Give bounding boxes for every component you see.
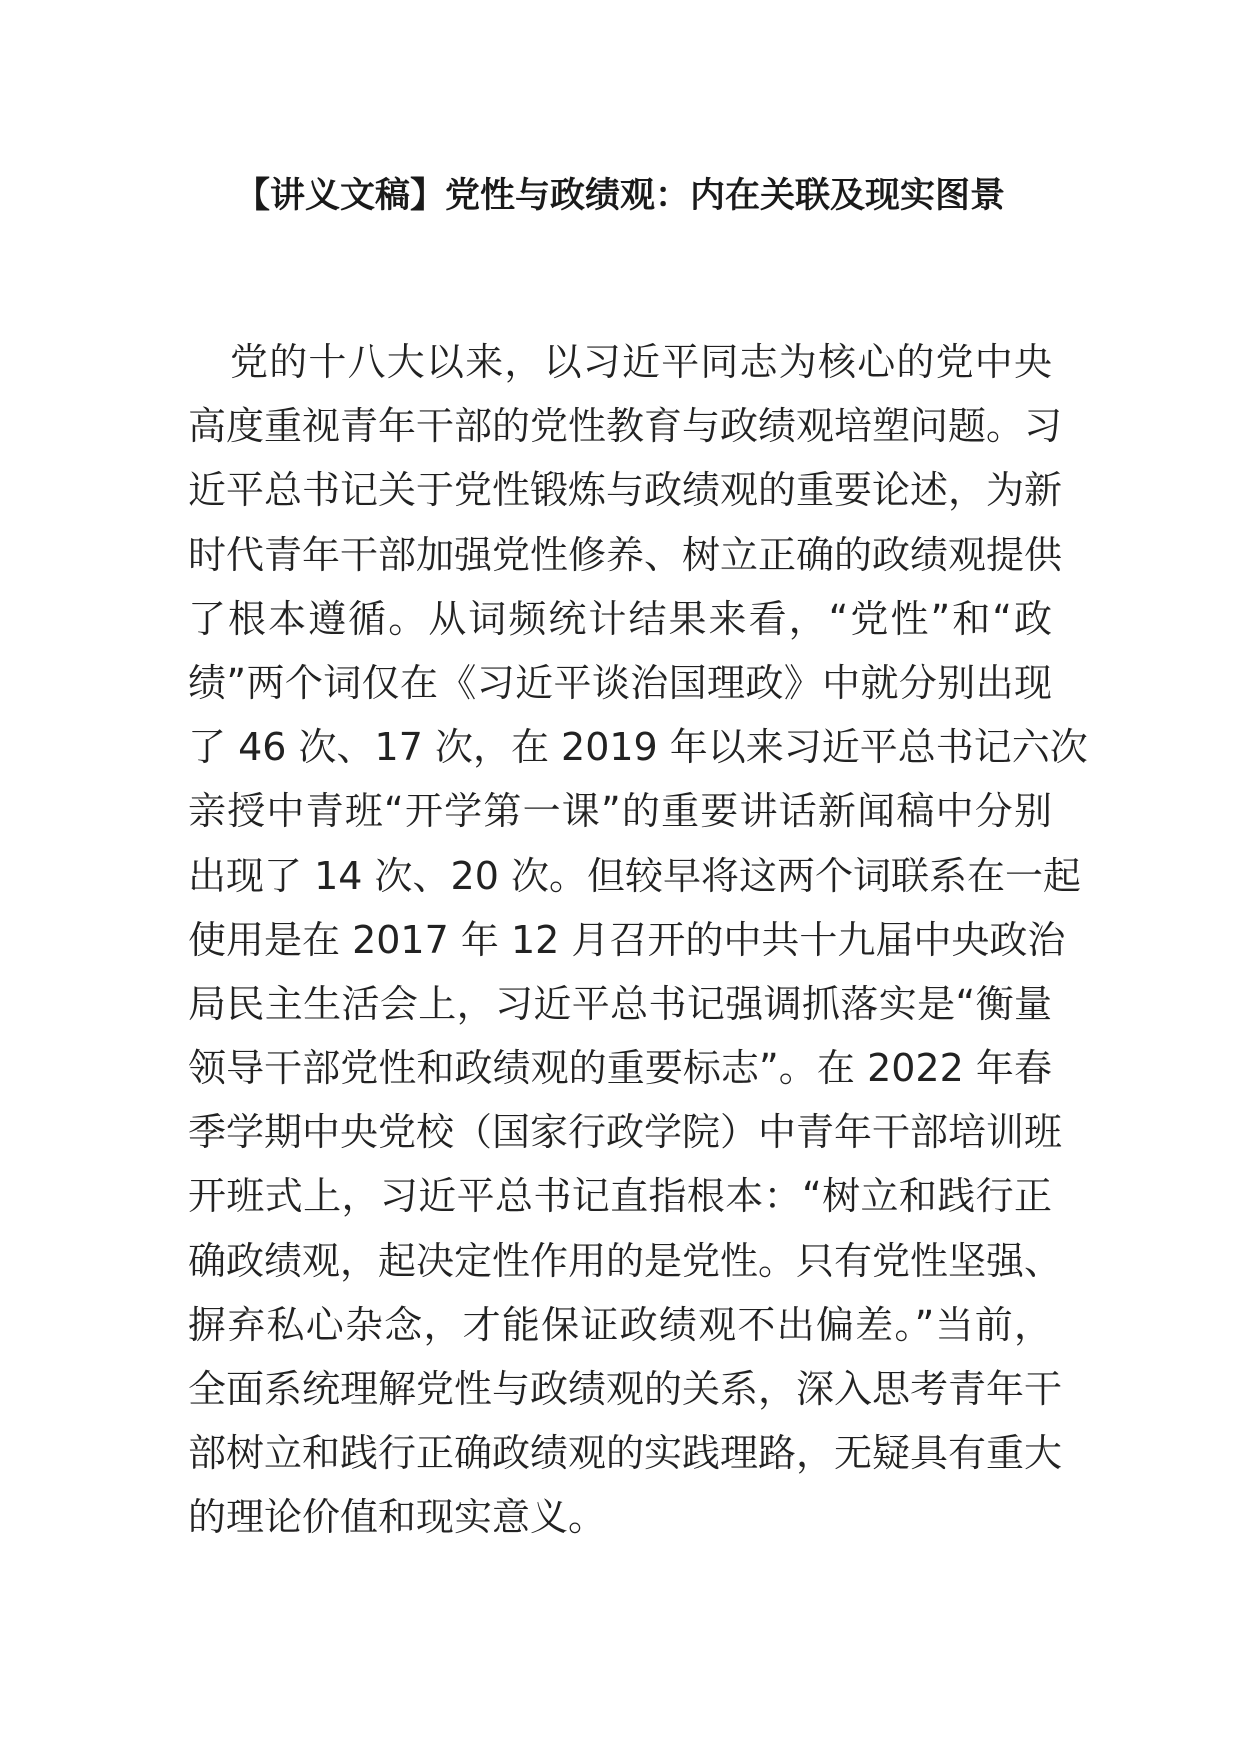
paragraph-line: 高度重视青年干部的党性教育与政绩观培塑问题。习: [188, 404, 1063, 449]
paragraph-line: 开班式上，习近平总书记直指根本：“树立和践行正: [188, 1174, 1052, 1219]
paragraph-line: 党的十八大以来，以习近平同志为核心的党中央: [230, 340, 1052, 384]
document-title: 【讲义文稿】党性与政绩观：内在关联及现实图景: [234, 176, 1005, 216]
paragraph-line: 领导干部党性和政绩观的重要标志”。在 2022 年春: [188, 1046, 1052, 1091]
paragraph-line: 确政绩观，起决定性作用的是党性。只有党性坚强、: [188, 1238, 1063, 1283]
paragraph-line: 绩”两个词仅在《习近平谈治国理政》中就分别出现: [188, 660, 1052, 705]
paragraph-line: 全面系统理解党性与政绩观的关系，深入思考青年干: [188, 1367, 1063, 1411]
paragraph-line: 近平总书记关于党性锻炼与政绩观的重要论述，为新: [188, 468, 1063, 513]
paragraph-line: 摒弃私心杂念，才能保证政绩观不出偏差。”当前，: [188, 1302, 1052, 1347]
paragraph-line: 亲授中青班“开学第一课”的重要讲话新闻稿中分别: [188, 789, 1052, 834]
paragraph-line: 局民主生活会上，习近平总书记强调抓落实是“衡量: [188, 981, 1052, 1026]
paragraph-line: 的理论价值和现实意义。: [188, 1495, 607, 1540]
paragraph-line: 出现了 14 次、20 次。但较早将这两个词联系在一起: [188, 853, 1081, 898]
document-paragraph: [188, 330, 1088, 1550]
paragraph-line: 部树立和践行正确政绩观的实践理路，无疑具有重大: [188, 1431, 1063, 1476]
paragraph-line: 了 46 次、17 次，在 2019 年以来习近平总书记六次: [188, 725, 1088, 770]
paragraph-line: 使用是在 2017 年 12 月召开的中共十九届中央政治: [188, 917, 1066, 962]
paragraph-line: 季学期中央党校（国家行政学院）中青年干部培训班: [188, 1110, 1063, 1155]
paragraph-line: 时代青年干部加强党性修养、树立正确的政绩观提供: [188, 532, 1063, 577]
paragraph-line: 了根本遵循。从词频统计结果来看，“党性”和“政: [188, 596, 1052, 641]
